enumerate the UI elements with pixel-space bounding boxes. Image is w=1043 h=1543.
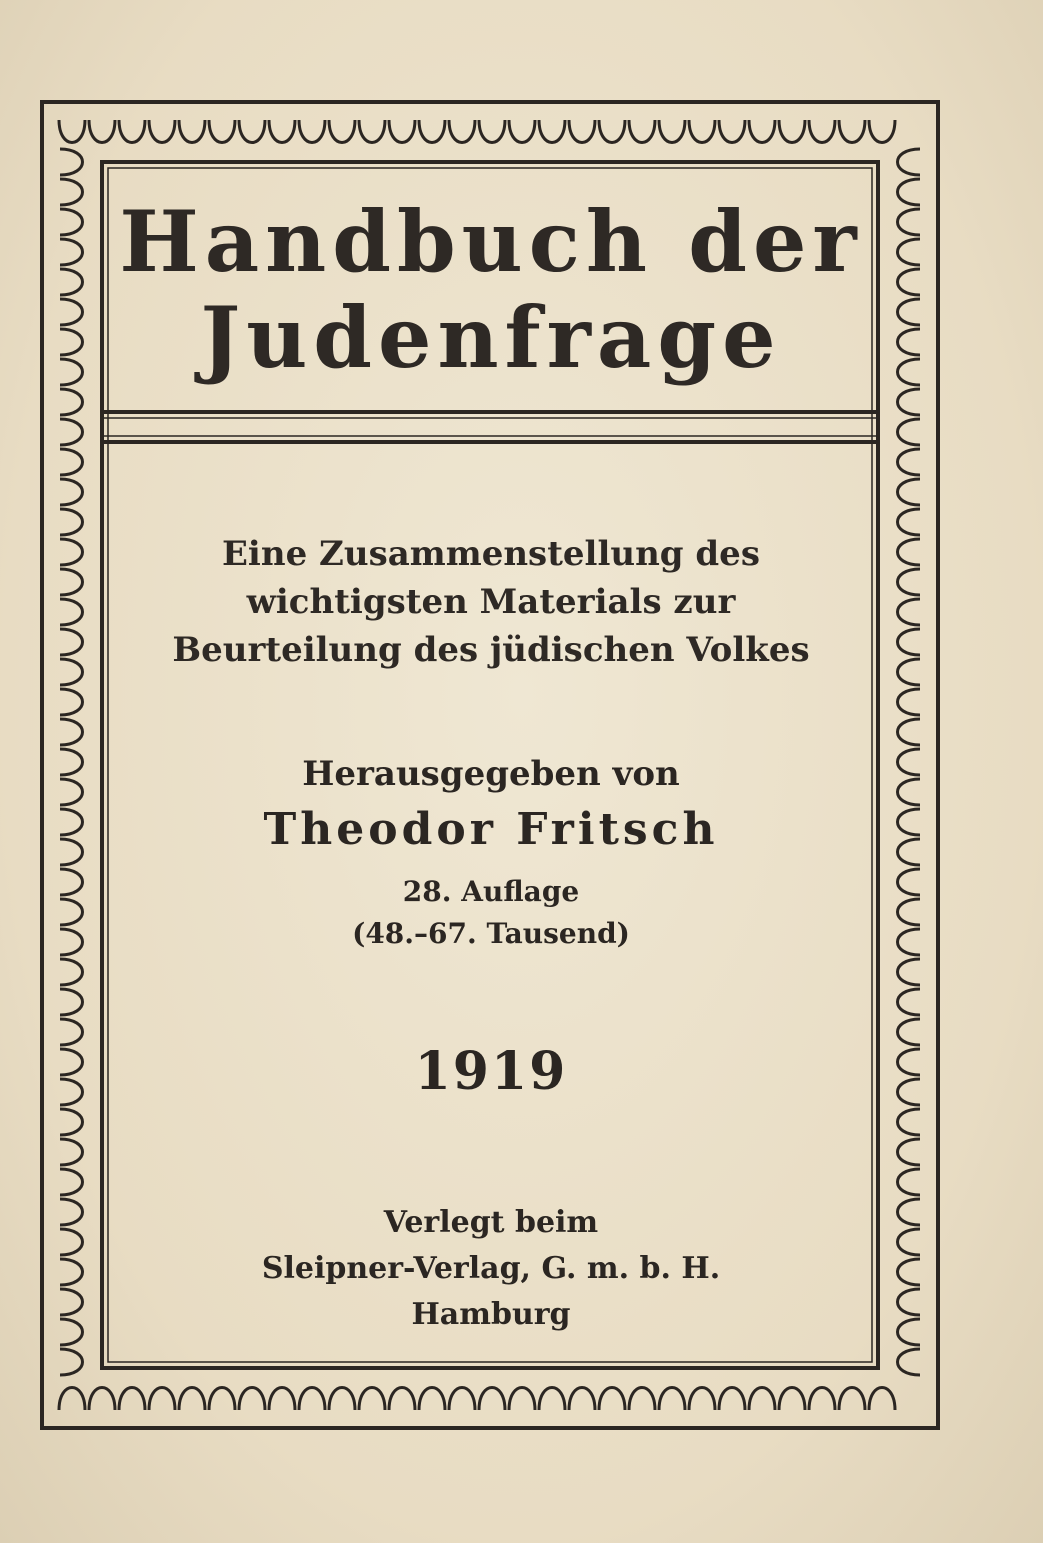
ornament-loop — [419, 1388, 445, 1411]
ornament-loop — [749, 120, 775, 143]
title-box — [106, 168, 876, 412]
ornament-loop — [239, 120, 265, 143]
ornament-loop — [479, 1388, 505, 1411]
publisher-name: Sleipner-Verlag, G. m. b. H. — [261, 1251, 721, 1286]
ornament-loop — [898, 1019, 921, 1045]
ornament-loop — [898, 599, 921, 625]
book-title-line-2: Judenfrage — [200, 288, 782, 387]
ornament-loop — [329, 120, 355, 143]
ornament-loop — [60, 719, 83, 745]
ornament-loop — [60, 779, 83, 805]
ornament-loop — [599, 120, 625, 143]
ornament-loop — [60, 659, 83, 685]
ornament-loop — [179, 1388, 205, 1411]
ornament-loop — [60, 1199, 83, 1225]
ornament-loop — [149, 1388, 175, 1411]
ornament-loop — [898, 329, 921, 355]
ornament-loop — [898, 689, 921, 715]
ornament-loop — [60, 689, 83, 715]
ornament-loop — [60, 929, 83, 955]
ornament-loop — [898, 959, 921, 985]
ornament-loop — [869, 120, 895, 143]
ornament-loop — [898, 1169, 921, 1195]
ornament-loop — [60, 269, 83, 295]
ornament-loop — [569, 120, 595, 143]
ornament-loop — [898, 569, 921, 595]
publisher-intro: Verlegt beim — [383, 1205, 599, 1240]
ornament-loop — [60, 989, 83, 1015]
ornament-loop — [60, 1229, 83, 1255]
editor-name: Theodor Fritsch — [263, 804, 719, 855]
subtitle — [106, 530, 876, 674]
ornament-loop — [60, 1079, 83, 1105]
ornament-loop — [898, 1199, 921, 1225]
ornament-loop — [389, 120, 415, 143]
edition-label: 28. Auflage — [402, 875, 580, 908]
ornament-loop — [898, 899, 921, 925]
ornament-loop — [629, 120, 655, 143]
ornament-loop — [898, 779, 921, 805]
ornament-loop — [898, 389, 921, 415]
ornament-loop — [60, 149, 83, 175]
ornament-loop — [898, 749, 921, 775]
ornament-loop — [869, 1388, 895, 1411]
ornament-loop — [60, 389, 83, 415]
ornament-loop — [89, 120, 115, 143]
ornament-loop — [59, 120, 85, 143]
ornament-loop — [60, 839, 83, 865]
ornament-loop — [60, 209, 83, 235]
ornament-loop — [779, 1388, 805, 1411]
ornament-loop — [60, 749, 83, 775]
ornament-loop — [60, 179, 83, 205]
ornament-loop — [898, 1349, 921, 1375]
ornament-loop — [689, 120, 715, 143]
ornament-loop — [599, 1388, 625, 1411]
ornament-loop — [60, 359, 83, 385]
ornament-loop — [898, 1079, 921, 1105]
ornament-loop — [149, 120, 175, 143]
ornament-loop — [898, 809, 921, 835]
ornament-loop — [898, 509, 921, 535]
ornament-loop — [479, 120, 505, 143]
edition-thousand: (48.–67. Tausend) — [352, 917, 630, 950]
ornament-loop — [898, 839, 921, 865]
ornament-loop — [60, 1289, 83, 1315]
ornament-loop — [839, 120, 865, 143]
ornament-loop — [359, 1388, 385, 1411]
ornament-loop — [839, 1388, 865, 1411]
ornament-loop — [60, 1319, 83, 1345]
ornament-loop — [60, 1169, 83, 1195]
ornament-loop — [898, 1289, 921, 1315]
ornament-loop — [60, 869, 83, 895]
ornament-loop — [749, 1388, 775, 1411]
ornament-loop — [269, 120, 295, 143]
ornament-loop — [60, 1349, 83, 1375]
ornament-loop — [719, 1388, 745, 1411]
ornament-loop — [898, 479, 921, 505]
ornament-loop — [898, 929, 921, 955]
ornament-loop — [898, 719, 921, 745]
ornament-loop — [60, 479, 83, 505]
ornament-loop — [60, 899, 83, 925]
ornament-loop — [299, 120, 325, 143]
ornament-loop — [898, 629, 921, 655]
ornament-loop — [898, 449, 921, 475]
ornament-loop — [569, 1388, 595, 1411]
ornament-loop — [299, 1388, 325, 1411]
ornament-loop — [898, 1109, 921, 1135]
ornament-loop — [119, 1388, 145, 1411]
ornament-loop — [239, 1388, 265, 1411]
ornament-loop — [449, 120, 475, 143]
ornament-loop — [60, 539, 83, 565]
ornament-loop — [60, 809, 83, 835]
ornament-loop — [898, 1049, 921, 1075]
ornament-loop — [659, 1388, 685, 1411]
ornament-loop — [60, 299, 83, 325]
ornament-loop — [898, 209, 921, 235]
ornament-loop — [898, 1229, 921, 1255]
ornament-loop — [329, 1388, 355, 1411]
title-page-content — [106, 440, 876, 1390]
ornament-loop — [60, 1109, 83, 1135]
ornament-loop — [898, 1319, 921, 1345]
ornament-loop — [898, 269, 921, 295]
ornament-loop — [60, 1019, 83, 1045]
ornament-loop — [60, 329, 83, 355]
ornament-loop — [209, 120, 235, 143]
ornament-loop — [60, 1259, 83, 1285]
ornament-loop — [60, 449, 83, 475]
ornament-loop — [509, 120, 535, 143]
ornament-loop — [898, 659, 921, 685]
ornament-loop — [119, 120, 145, 143]
ornament-loop — [269, 1388, 295, 1411]
ornament-loop — [60, 1049, 83, 1075]
ornament-loop — [898, 149, 921, 175]
ornament-loop — [898, 239, 921, 265]
ornament-loop — [359, 120, 385, 143]
ornament-loop — [898, 179, 921, 205]
ornament-loop — [60, 1139, 83, 1165]
ornament-loop — [60, 419, 83, 445]
book-title-line-1: Handbuch der — [119, 192, 863, 291]
ornament-loop — [419, 120, 445, 143]
ornament-loop — [898, 989, 921, 1015]
ornament-loop — [60, 569, 83, 595]
ornament-loop — [898, 359, 921, 385]
ornament-loop — [779, 120, 805, 143]
ornament-loop — [898, 1139, 921, 1165]
subtitle-line-2: wichtigsten Materials zur — [246, 582, 736, 622]
ornament-loop — [898, 419, 921, 445]
ornament-loop — [179, 120, 205, 143]
ornament-loop — [539, 1388, 565, 1411]
ornament-loop — [60, 239, 83, 265]
publication-year: 1919 — [414, 1041, 568, 1102]
subtitle-line-1: Eine Zusammenstellung des — [222, 534, 760, 574]
ornament-loop — [389, 1388, 415, 1411]
ornament-loop — [60, 599, 83, 625]
ornament-loop — [719, 120, 745, 143]
ornament-loop — [809, 120, 835, 143]
ornament-loop — [809, 1388, 835, 1411]
ornament-loop — [60, 509, 83, 535]
ornament-loop — [898, 869, 921, 895]
editor-intro: Herausgegeben von — [302, 754, 680, 794]
subtitle-line-3: Beurteilung des jüdischen Volkes — [172, 630, 810, 670]
ornament-loop — [659, 120, 685, 143]
ornament-loop — [449, 1388, 475, 1411]
ornament-loop — [209, 1388, 235, 1411]
publisher-city: Hamburg — [411, 1297, 571, 1332]
ornament-loop — [539, 120, 565, 143]
ornament-loop — [629, 1388, 655, 1411]
ornament-loop — [60, 959, 83, 985]
ornament-loop — [89, 1388, 115, 1411]
ornament-loop — [898, 1259, 921, 1285]
ornament-loop — [509, 1388, 535, 1411]
ornament-loop — [898, 299, 921, 325]
ornament-loop — [60, 629, 83, 655]
ornament-loop — [689, 1388, 715, 1411]
ornament-loop — [59, 1388, 85, 1411]
ornament-loop — [898, 539, 921, 565]
